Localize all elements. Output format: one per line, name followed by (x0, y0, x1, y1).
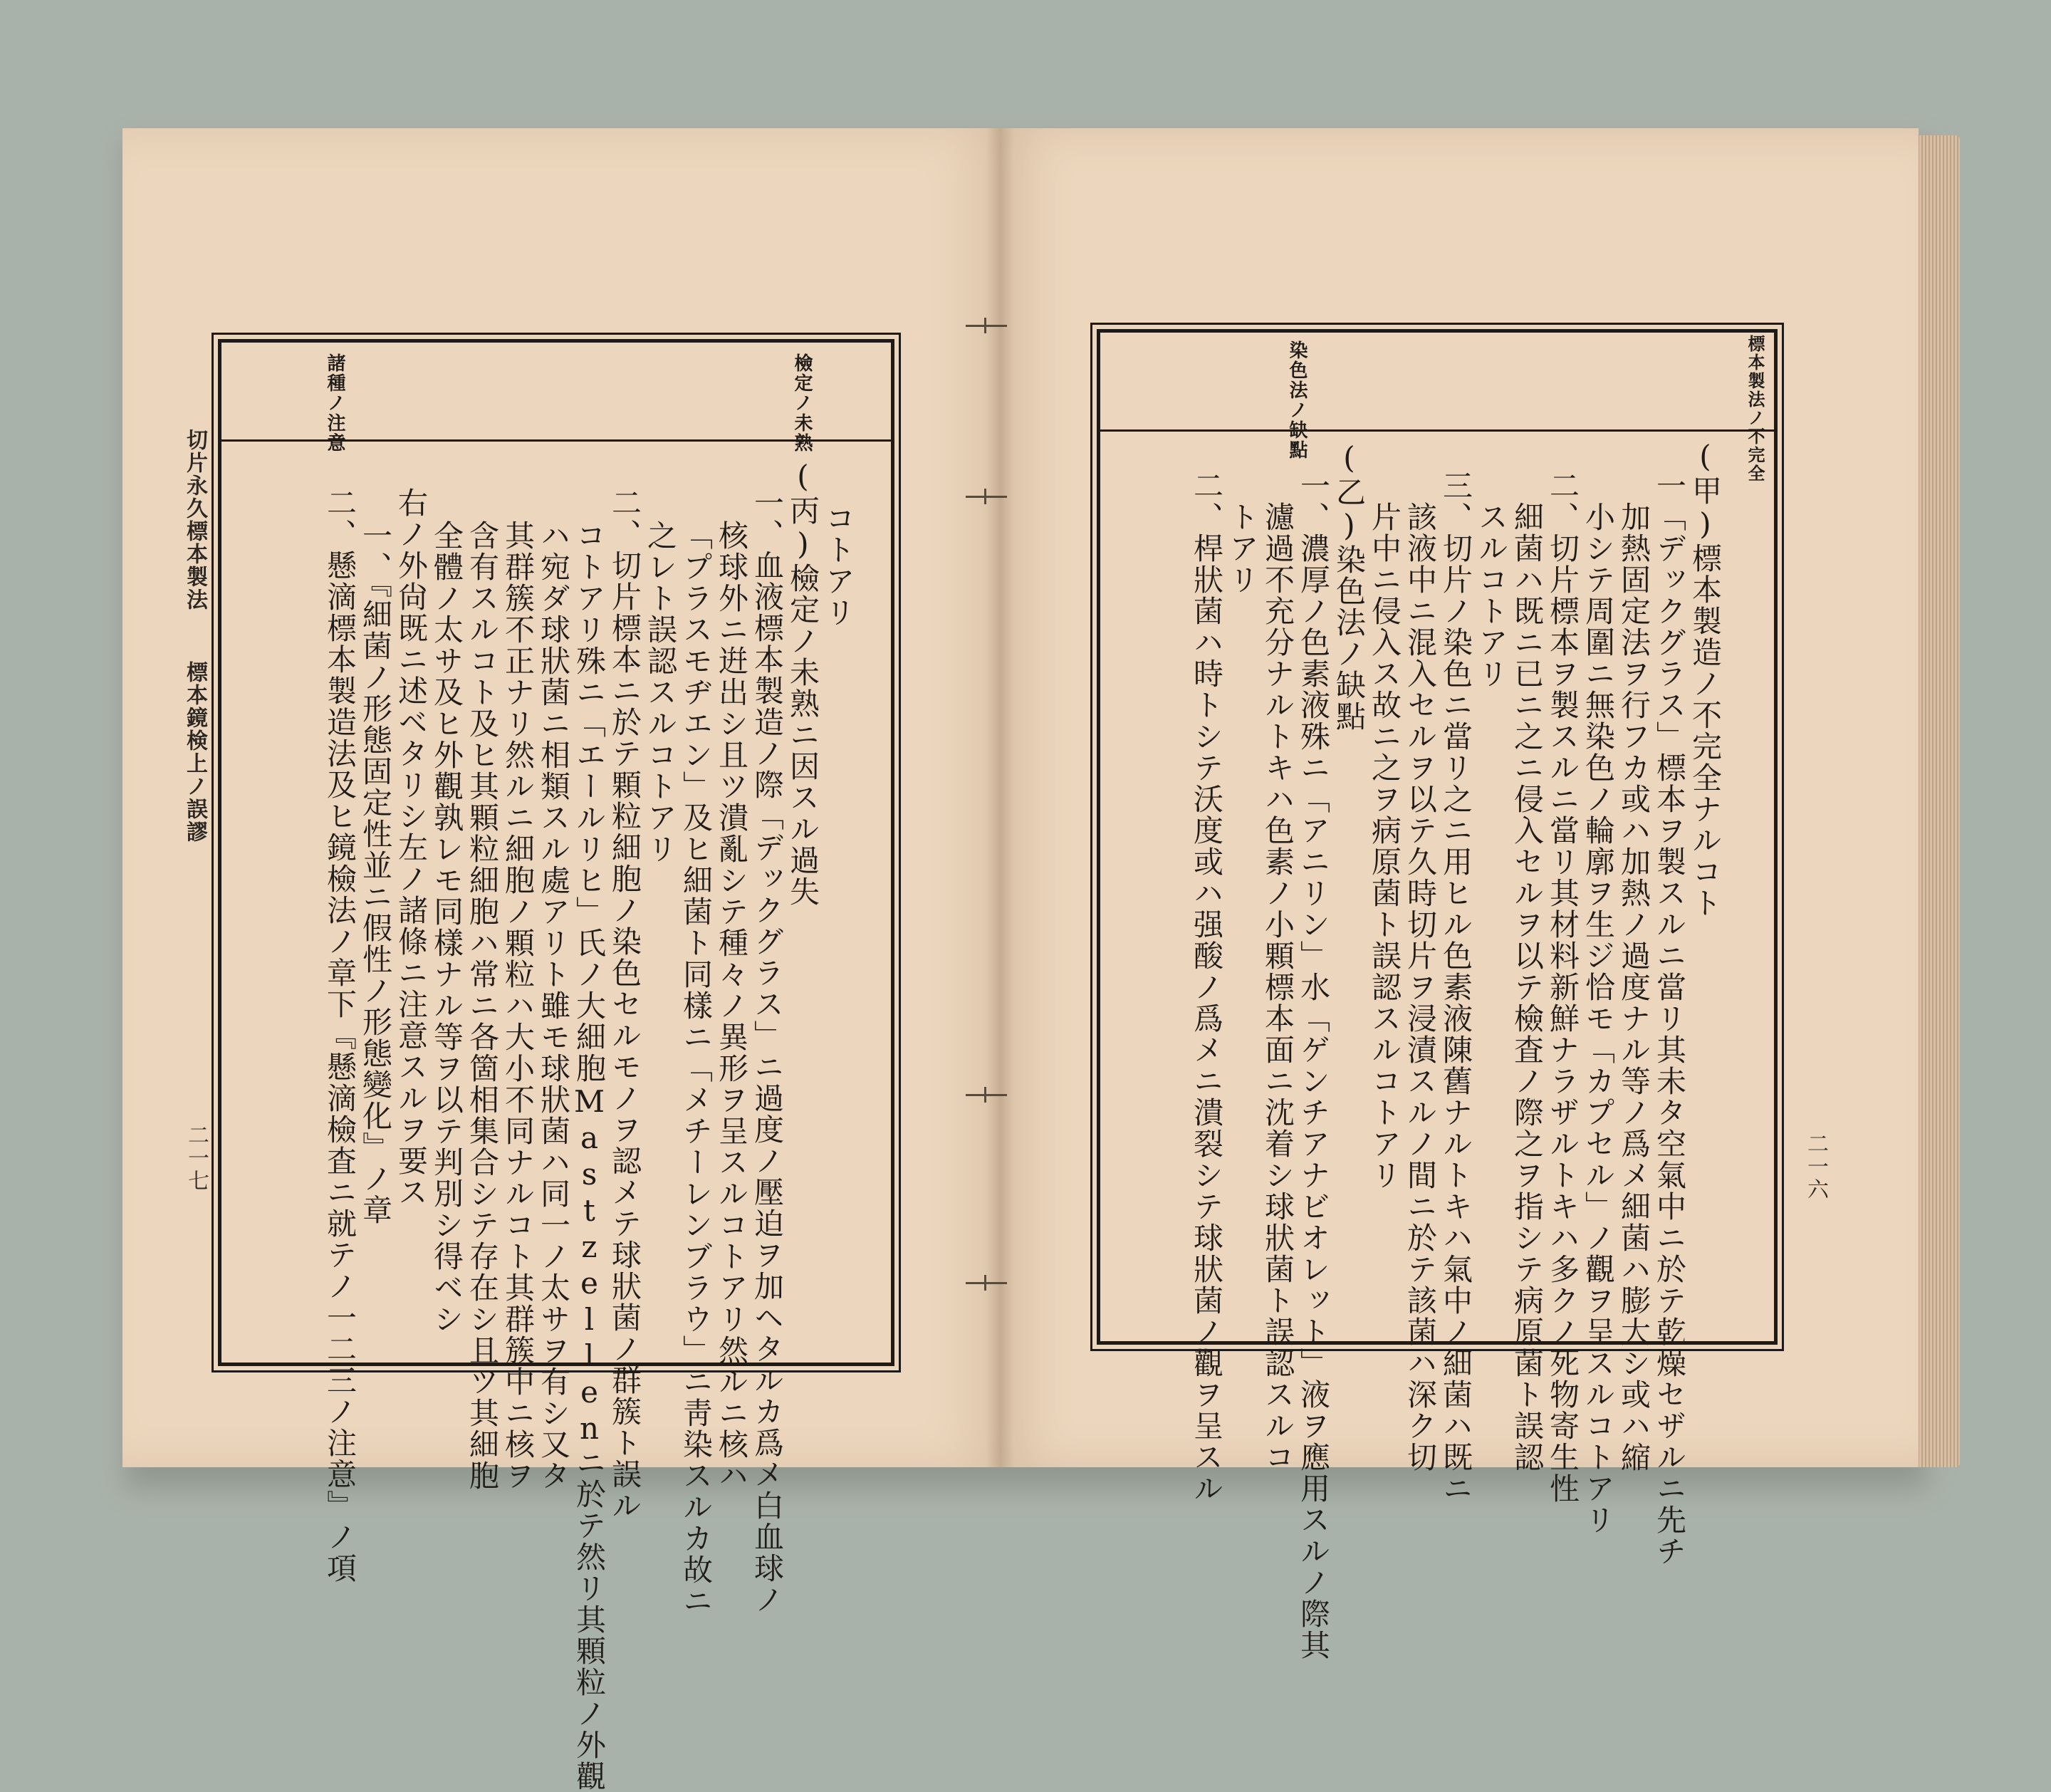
right-column-5: 二、切片標本ヲ製スルニ當リ其材料新鮮ナラザルトキハ多クノ死物寄生性 (1545, 470, 1580, 1504)
binding-gutter (986, 128, 1014, 1467)
running-header-book: 切片永久標本製法 (182, 429, 207, 611)
page-number-left: 二一七 (184, 1124, 209, 1192)
left-column-11: 含有スルコト及ヒ其顆粒細胞ハ常ニ各箇相集合シテ存在シ且ツ其細胞 (465, 520, 500, 1491)
binding-stitch (966, 325, 1007, 327)
right-column-9: 該液中ニ混入セルヲ以テ久時切片ヲ浸漬スルノ間ニ於テ該菌ハ深ク切 (1403, 501, 1438, 1473)
left-column-7: 二、切片標本ニ於テ顆粒細胞ノ染色セルモノヲ認メテ球狀菌ノ群簇ト誤ル (607, 487, 642, 1521)
left-column-3: 一、血液標本製造ノ際「デックグラス」ニ過度ノ壓迫ヲ加ヘタルカ爲メ白血球ノ (750, 487, 785, 1615)
right-column-13: 濾過不充分ナルトキハ色素ノ小顆標本面ニ沈着シ球狀菌ト誤認スルコ (1261, 501, 1295, 1473)
right-heading-label-2: 染色法ノ缺點 (1286, 340, 1308, 460)
right-column-12: 一、濃厚ノ色素液殊ニ「アニリン」水「ゲンチアナビオレット」液ヲ應用スルノ際其 (1296, 470, 1331, 1661)
left-column-14: 一、『細菌ノ形態固定性並ニ假性ノ形態變化』ノ章 (358, 520, 393, 1226)
left-heading-label-2: 諸種ノ注意 (324, 353, 345, 453)
left-column-6: 之レト誤認スルコトアリ (643, 520, 678, 865)
page-number-right: 二一六 (1803, 1132, 1828, 1201)
left-column-2: (丙)檢定ノ未熟ニ因スル過失 (786, 459, 820, 907)
binding-stitch (966, 496, 1007, 498)
left-column-1: コトアリ (821, 503, 856, 628)
left-column-12: 全體ノ太サ及ヒ外觀孰レモ同樣ナル等ヲ以テ判別シ得ベシ (429, 520, 464, 1335)
left-column-8: コトアリ殊ニ「エールリヒ」氏ノ大細胞Mastzellenニ於テ然リ其顆粒ノ外觀 (572, 520, 607, 1792)
left-column-13: 右ノ外尙既ニ述ベタリシ左ノ諸條ニ注意スルヲ要ス (394, 487, 429, 1208)
running-header-chapter: 標本鏡検上ノ誤謬 (182, 661, 207, 843)
left-column-9: ハ宛ダ球狀菌ニ相類スル處アリト雖モ球狀菌ハ同一ノ太サヲ有シ又タ (536, 520, 571, 1491)
right-column-7: スルコトアリ (1474, 501, 1509, 689)
left-heading-band (221, 343, 891, 442)
right-column-1: (甲)標本製造ノ不完全ナルコト (1688, 439, 1723, 919)
right-column-10: 片中ニ侵入ス故ニ之ヲ病原菌ト誤認スルコトアリ (1367, 501, 1402, 1191)
binding-stitch (966, 1094, 1007, 1096)
right-column-6: 細菌ハ既ニ已ニ之ニ侵入セルヲ以テ檢査ノ際之ヲ指シテ病原菌ト誤認 (1510, 501, 1545, 1473)
right-column-14: トアリ (1225, 501, 1260, 595)
left-column-5: 「プラスモヂエン」及ヒ細菌ト同樣ニ「メチーレンブラウ」ニ靑染スルカ故ニ (679, 520, 714, 1617)
left-column-15: 二、懸滴標本製造法及ヒ鏡檢法ノ章下『懸滴檢査ニ就テノ一二三ノ注意』ノ項 (323, 487, 358, 1584)
left-heading-label-1: 檢定ノ未熟 (791, 353, 813, 453)
right-column-15: 二、桿狀菌ハ時トシテ沃度或ハ强酸ノ爲メニ潰裂シテ球狀菌ノ觀ヲ呈スル (1189, 470, 1224, 1504)
left-column-10: 其群簇不正ナリ然ルニ細胞ノ顆粒ハ大小不同ナルコト其群簇中ニ核ヲ (501, 520, 536, 1491)
binding-stitch (966, 1282, 1007, 1284)
right-column-2: 一「デックグラス」標本ヲ製スルニ當リ其未タ空氣中ニ於テ乾燥セザルニ先チ (1652, 470, 1687, 1567)
right-column-11: (乙)染色法ノ缺點 (1332, 440, 1367, 732)
left-column-4: 核球外ニ逬出シ且ツ潰亂シテ種々ノ異形ヲ呈スルコトアリ然ルニ核ハ (714, 520, 749, 1491)
right-heading-band (1100, 333, 1774, 483)
right-heading-label-1: 標本製法ノ不完全 (1745, 335, 1765, 483)
right-column-3: 加熱固定法ヲ行フカ或ハ加熱ノ過度ナル等ノ爲メ細菌ハ膨大シ或ハ縮 (1617, 501, 1651, 1473)
right-column-4: 小シテ周圍ニ無染色ノ輪廓ヲ生ジ恰モ「カプセル」ノ觀ヲ呈スルコトアリ (1581, 501, 1616, 1536)
right-column-8: 三、切片ノ染色ニ當リ之ニ用ヒル色素液陳舊ナルトキハ氣中ノ細菌ハ既ニ (1439, 470, 1473, 1504)
